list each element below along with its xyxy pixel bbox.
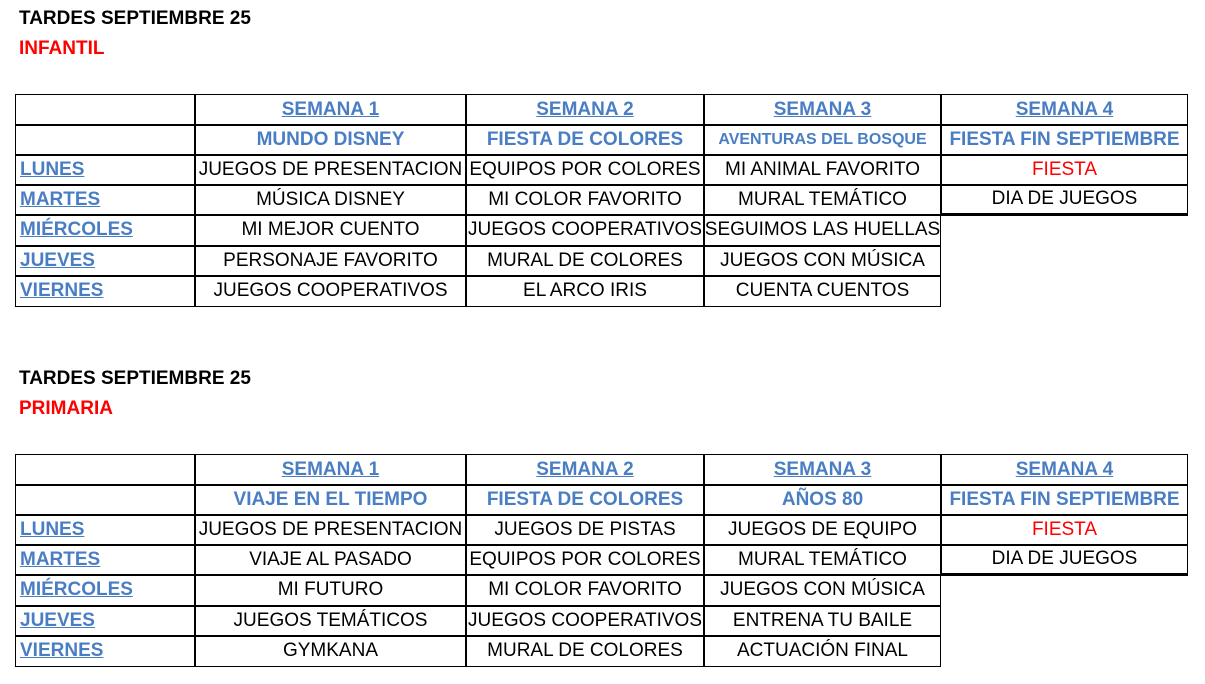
week-header[interactable]: SEMANA 4 — [941, 454, 1188, 486]
activity-cell: JUEGOS DE PRESENTACION — [195, 154, 466, 186]
day-label-link[interactable]: LUNES — [15, 514, 195, 546]
week-header[interactable]: SEMANA 1 — [195, 454, 466, 486]
section-title: TARDES SEPTIEMBRE 25 — [19, 368, 251, 389]
activity-cell: CUENTA CUENTOS — [704, 275, 941, 307]
day-label-link[interactable]: LUNES — [15, 154, 195, 186]
activity-cell: JUEGOS COOPERATIVOS — [466, 605, 704, 637]
activity-cell: FIESTA — [941, 154, 1188, 186]
week-theme: FIESTA DE COLORES — [466, 124, 704, 156]
day-label-link[interactable]: MIÉRCOLES — [15, 214, 195, 247]
day-label-link[interactable]: MIÉRCOLES — [15, 574, 195, 607]
week-header[interactable]: SEMANA 3 — [704, 454, 941, 486]
day-label-link[interactable]: MARTES — [15, 544, 195, 576]
week-theme: FIESTA FIN SEPTIEMBRE — [941, 484, 1188, 516]
day-label-link[interactable]: MARTES — [15, 184, 195, 216]
activity-cell: MI COLOR FAVORITO — [466, 574, 704, 607]
activity-cell: EQUIPOS POR COLORES — [466, 544, 704, 576]
day-label-link[interactable]: JUEVES — [15, 245, 195, 277]
activity-cell: MI COLOR FAVORITO — [466, 184, 704, 216]
week-theme: FIESTA DE COLORES — [466, 484, 704, 516]
activity-cell: JUEGOS COOPERATIVOS — [466, 214, 704, 247]
corner-cell — [15, 454, 195, 486]
section-subtitle: INFANTIL — [19, 38, 105, 59]
week-header[interactable]: SEMANA 2 — [466, 454, 704, 486]
activity-cell: MI MEJOR CUENTO — [195, 214, 466, 247]
week-theme: AÑOS 80 — [704, 484, 941, 516]
section-subtitle: PRIMARIA — [19, 398, 113, 419]
activity-cell: MI ANIMAL FAVORITO — [704, 154, 941, 186]
corner-cell — [15, 484, 195, 516]
activity-cell: JUEGOS CON MÚSICA — [704, 574, 941, 607]
activity-cell: JUEGOS CON MÚSICA — [704, 245, 941, 277]
activity-cell: MURAL TEMÁTICO — [704, 544, 941, 576]
activity-cell: JUEGOS TEMÁTICOS — [195, 605, 466, 637]
activity-cell: JUEGOS DE PRESENTACION — [195, 514, 466, 546]
activity-cell: FIESTA — [941, 514, 1188, 546]
week-header[interactable]: SEMANA 1 — [195, 94, 466, 126]
activity-cell: JUEGOS COOPERATIVOS — [195, 275, 466, 307]
activity-cell: SEGUIMOS LAS HUELLAS — [704, 214, 941, 247]
activity-cell: MURAL TEMÁTICO — [704, 184, 941, 216]
section-title: TARDES SEPTIEMBRE 25 — [19, 8, 251, 29]
activity-cell: PERSONAJE FAVORITO — [195, 245, 466, 277]
week-theme: AVENTURAS DEL BOSQUE — [704, 124, 941, 156]
activity-cell: EL ARCO IRIS — [466, 275, 704, 307]
activity-cell: ACTUACIÓN FINAL — [704, 635, 941, 667]
activity-cell: JUEGOS DE PISTAS — [466, 514, 704, 546]
week-header[interactable]: SEMANA 2 — [466, 94, 704, 126]
week-theme: VIAJE EN EL TIEMPO — [195, 484, 466, 516]
activity-cell: EQUIPOS POR COLORES — [466, 154, 704, 186]
week-header[interactable]: SEMANA 3 — [704, 94, 941, 126]
corner-cell — [15, 94, 195, 126]
week-header[interactable]: SEMANA 4 — [941, 94, 1188, 126]
activity-cell: MURAL DE COLORES — [466, 245, 704, 277]
activity-cell: MURAL DE COLORES — [466, 635, 704, 667]
activity-cell: MÚSICA DISNEY — [195, 184, 466, 216]
activity-cell: DIA DE JUEGOS — [941, 544, 1188, 576]
corner-cell — [15, 124, 195, 156]
day-label-link[interactable]: JUEVES — [15, 605, 195, 637]
activity-cell: ENTRENA TU BAILE — [704, 605, 941, 637]
activity-cell: DIA DE JUEGOS — [941, 184, 1188, 216]
week-theme: FIESTA FIN SEPTIEMBRE — [941, 124, 1188, 156]
day-label-link[interactable]: VIERNES — [15, 275, 195, 307]
activity-cell: JUEGOS DE EQUIPO — [704, 514, 941, 546]
activity-cell: VIAJE AL PASADO — [195, 544, 466, 576]
activity-cell: MI FUTURO — [195, 574, 466, 607]
day-label-link[interactable]: VIERNES — [15, 635, 195, 667]
week-theme: MUNDO DISNEY — [195, 124, 466, 156]
activity-cell: GYMKANA — [195, 635, 466, 667]
